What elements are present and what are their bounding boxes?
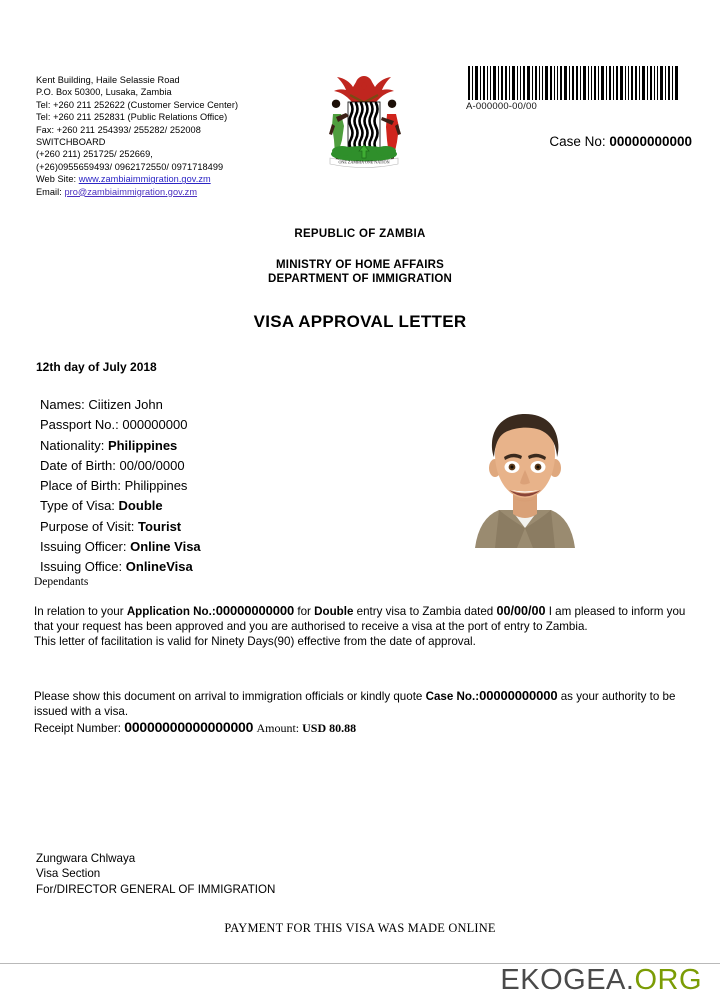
p1-visa-type: Double	[314, 605, 354, 618]
detail-label-dob: Date of Birth:	[40, 457, 116, 473]
watermark	[500, 962, 702, 998]
receipt-line	[34, 719, 356, 736]
amount-block	[256, 721, 356, 735]
detail-row-purpose	[40, 517, 370, 537]
receipt-label: Receipt Number:	[34, 722, 121, 735]
payment-note: PAYMENT FOR THIS VISA WAS MADE ONLINE	[224, 921, 496, 935]
barcode-label: A-000000-00/00	[466, 101, 537, 112]
barcode-image	[466, 66, 680, 100]
detail-label-visa-type: Type of Visa:	[40, 498, 115, 514]
case-number-label: Case No:	[549, 134, 606, 149]
address-line-2: P.O. Box 50300, Lusaka, Zambia	[36, 87, 172, 98]
relation-paragraph	[34, 603, 686, 634]
svg-text:ONE ZAMBIA ONE NATION: ONE ZAMBIA ONE NATION	[338, 159, 390, 165]
detail-row-issuing-officer	[40, 537, 370, 557]
document-titles	[0, 228, 720, 332]
zambia-coat-of-arms-icon	[312, 62, 416, 168]
address-line-3: Tel: +260 211 252622 (Customer Service Center)	[36, 99, 239, 110]
p1-text-b: for	[294, 605, 315, 618]
address-line-4: Tel: +260 211 252831 (Public Relations Office)	[36, 112, 228, 123]
detail-row-issuing-office	[40, 557, 370, 577]
detail-value-names: Ciitizen John	[88, 397, 163, 412]
case-number-value: 00000000000	[609, 134, 692, 149]
detail-row-place-of-birth	[40, 476, 370, 496]
amount-label: Amount:	[256, 721, 300, 735]
detail-value-nationality: Philippines	[107, 437, 178, 453]
title-ministry-block	[0, 258, 720, 286]
website-label: Web Site:	[36, 174, 77, 185]
address-line-7: (+260 211) 251725/ 252669,	[36, 149, 153, 160]
title-ministry: MINISTRY OF HOME AFFAIRS	[276, 259, 444, 271]
detail-label-names: Names:	[40, 397, 85, 412]
p1-text-d: I am pleased to inform you that your request has been approved and you are authorised to receive a visa at the port of entry to Zambia.	[34, 605, 686, 634]
email-link[interactable]: pro@zambiaimmigration.gov.zm	[64, 186, 198, 197]
address-line-1: Kent Building, Haile Selassie Road	[36, 75, 180, 85]
applicant-photo	[455, 398, 595, 548]
validity-paragraph: This letter of facilitation is valid for Ninety Days(90) effective from the date of approval.	[34, 635, 476, 649]
detail-value-passport: 000000000	[122, 417, 188, 433]
watermark-part-2: ORG	[634, 964, 702, 996]
address-line-5: Fax: +260 211 254393/ 255282/ 252008	[36, 124, 201, 135]
p3-text-a: Please show this document on arrival to immigration officials or kindly quote	[34, 689, 426, 703]
detail-row-nationality	[40, 436, 370, 456]
address-line-6: SWITCHBOARD	[36, 137, 106, 148]
detail-row-names	[40, 395, 370, 415]
quote-case-paragraph	[34, 688, 686, 719]
website-line	[36, 173, 286, 185]
detail-row-passport	[40, 415, 370, 435]
p3-case-value: 00000000000	[479, 687, 558, 703]
title-department: DEPARTMENT OF IMMIGRATION	[267, 273, 453, 285]
signatory-section: Visa Section	[36, 867, 101, 881]
application-no-label: Application No.:	[126, 605, 216, 618]
email-line	[36, 186, 286, 198]
detail-label-nationality: Nationality:	[40, 437, 105, 453]
letter-date: 12th day of July 2018	[36, 360, 157, 374]
detail-row-visa-type	[40, 496, 370, 516]
signature-block	[36, 851, 275, 897]
detail-label-purpose: Purpose of Visit:	[40, 518, 135, 534]
applicant-details	[40, 395, 370, 578]
detail-value-purpose: Tourist	[138, 518, 182, 534]
detail-value-issuing-office: OnlineVisa	[125, 559, 193, 575]
application-no-value: 00000000000	[215, 603, 295, 618]
p1-text-c: entry visa to Zambia dated	[353, 605, 497, 618]
barcode-area	[466, 66, 680, 112]
p3-text-b: as your authority to be issued with a visa.	[34, 689, 676, 718]
detail-label-issuing-officer: Issuing Officer:	[40, 539, 127, 555]
detail-row-dob	[40, 456, 370, 476]
signatory-name: Zungwara Chlwaya	[36, 852, 136, 865]
detail-label-place-of-birth: Place of Birth:	[40, 478, 121, 494]
p1-visa-date: 00/00/00	[496, 604, 546, 618]
receipt-value: 00000000000000000	[124, 719, 254, 735]
detail-value-place-of-birth: Philippines	[124, 478, 188, 494]
signatory-title: For/DIRECTOR GENERAL OF IMMIGRATION	[36, 882, 276, 896]
detail-value-dob: 00/00/0000	[119, 457, 185, 473]
p3-case-label: Case No.:	[425, 689, 480, 703]
page-title: VISA APPROVAL LETTER	[253, 312, 467, 331]
email-label: Email:	[36, 186, 62, 197]
detail-label-passport: Passport No.:	[40, 417, 119, 433]
amount-value: USD 80.88	[302, 721, 357, 735]
body-paragraph-1	[34, 603, 686, 650]
detail-label-issuing-office: Issuing Office:	[40, 559, 123, 575]
detail-value-visa-type: Double	[118, 498, 163, 514]
watermark-part-1: EKOGEA.	[500, 964, 635, 996]
address-line-8: (+26)0955659493/ 0962172550/ 0971718499	[36, 161, 224, 172]
p1-text-a: In relation to your	[34, 605, 127, 618]
document-header	[0, 0, 720, 230]
case-number	[549, 134, 692, 149]
dependants-label: Dependants	[34, 576, 89, 588]
title-republic: REPUBLIC OF ZAMBIA	[294, 228, 426, 240]
website-link[interactable]: www.zambiaimmigration.gov.zm	[78, 174, 211, 185]
detail-value-issuing-officer: Online Visa	[130, 539, 201, 555]
issuer-address-block	[36, 74, 286, 198]
